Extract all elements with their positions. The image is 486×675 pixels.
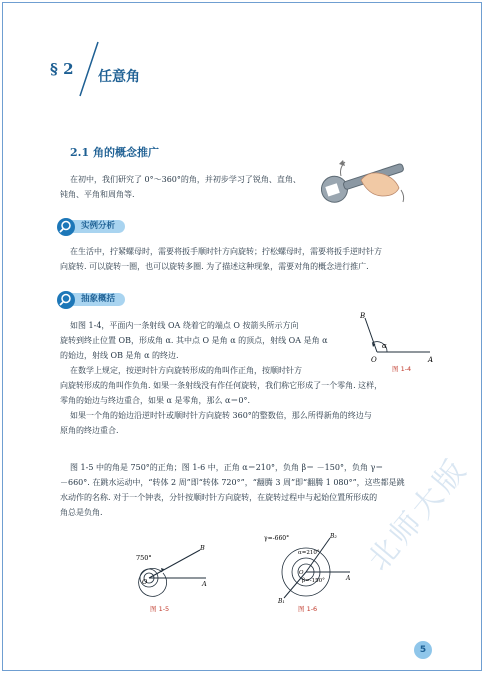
fig6-label-beta: β=-150° bbox=[302, 578, 325, 584]
intro-line-1: 在初中，我们研究了 0°～360°的角，并初步学习了锐角、直角、 bbox=[70, 175, 301, 184]
wrench-illustration bbox=[315, 150, 411, 210]
fig6-label-b2: B₂ bbox=[330, 533, 337, 540]
badge-abstract-label: 抽象概括 bbox=[69, 293, 125, 306]
examples-line-3: 水动作的名称. 对于一个钟表，分针按顺时针方向旋转，在旋转过程中与起始位置所形成的 bbox=[60, 493, 378, 502]
section-title: 任意角 bbox=[98, 69, 140, 85]
figure-1-6 bbox=[262, 530, 354, 604]
section-number: § 2 bbox=[50, 60, 74, 78]
fig6-label-b1: B₁ bbox=[278, 598, 285, 604]
intro-line-2: 钝角、平角和周角等. bbox=[60, 190, 135, 199]
rules-line-5: 原角的终边重合. bbox=[60, 426, 119, 435]
fig5-label-angle: 750° bbox=[136, 554, 152, 562]
fig5-caption: 图 1-5 bbox=[150, 605, 170, 613]
rules-line-1: 在数学上规定，按逆时针方向旋转形成的角叫作正角，按顺时针方 bbox=[70, 366, 302, 375]
rules-line-2: 向旋转形成的角叫作负角. 如果一条射线没有作任何旋转，我们称它形成了一个零角. 这样， bbox=[60, 381, 383, 390]
fig5-label-b: B bbox=[200, 544, 205, 552]
magnifier-icon bbox=[56, 217, 76, 237]
badge-example-label: 实例分析 bbox=[69, 220, 125, 233]
examples-line-4: 角总是负角. bbox=[60, 508, 103, 517]
page-number: 5 bbox=[414, 641, 432, 659]
fig6-label-alpha: α=210° bbox=[298, 550, 320, 556]
fig6-label-gamma: γ=-660° bbox=[264, 535, 290, 542]
fig4-label-o: O bbox=[371, 356, 377, 364]
fig6-caption: 图 1-6 bbox=[298, 605, 318, 613]
examples-line-1: 图 1-5 中的角是 750°的正角；图 1-6 中，正角 α＝210°，负角 β＝ －150°，负角 γ＝ bbox=[70, 463, 384, 472]
magnifier-icon bbox=[56, 290, 76, 310]
watermark: 北师大版 bbox=[361, 450, 476, 578]
rules-line-3: 零角的始边与终边重合，如果 α 是零角，那么 α＝0°. bbox=[60, 396, 251, 405]
fig4-label-b: B bbox=[360, 312, 366, 320]
fig4-label-a: A bbox=[428, 356, 434, 364]
fig4-label-alpha: α bbox=[382, 342, 387, 350]
example-line-2: 向旋转. 可以旋转一圈，也可以旋转多圈. 为了描述这种现象，需要对角的概念进行推广. bbox=[60, 262, 369, 271]
subsection-title: 2.1 角的概念推广 bbox=[70, 146, 159, 159]
abstract-line-2: 旋转到终止位置 OB，形成角 α. 其中点 O 是角 α 的顶点，射线 OA 是角 α bbox=[60, 336, 328, 345]
abstract-line-3: 的始边，射线 OB 是角 α 的终边. bbox=[60, 351, 179, 360]
abstract-line-1: 如图 1-4，平面内一条射线 OA 绕着它的端点 O 按箭头所示方向 bbox=[70, 321, 299, 330]
figure-1-5 bbox=[122, 540, 214, 606]
fig5-label-o: O bbox=[142, 578, 148, 586]
rules-line-4: 如果一个角的始边沿逆时针或顺时针方向旋转 360°的整数倍，那么所得新角的终边与 bbox=[70, 411, 372, 420]
example-line-1: 在生活中，拧紧螺母时，需要将扳手顺时针方向旋转；拧松螺母时，需要将扳手逆时针方 bbox=[70, 247, 382, 256]
fig5-label-a: A bbox=[202, 580, 207, 588]
fig4-caption: 图 1-4 bbox=[392, 365, 412, 373]
fig6-label-a: A bbox=[346, 575, 351, 582]
fig6-label-o: O bbox=[299, 570, 304, 576]
examples-line-2: －660°. 在跳水运动中，“转体 2 周”即“转体 720°”，“翻腾 3 周”即“翻腾 1 080°”，这些都是跳 bbox=[60, 478, 405, 487]
